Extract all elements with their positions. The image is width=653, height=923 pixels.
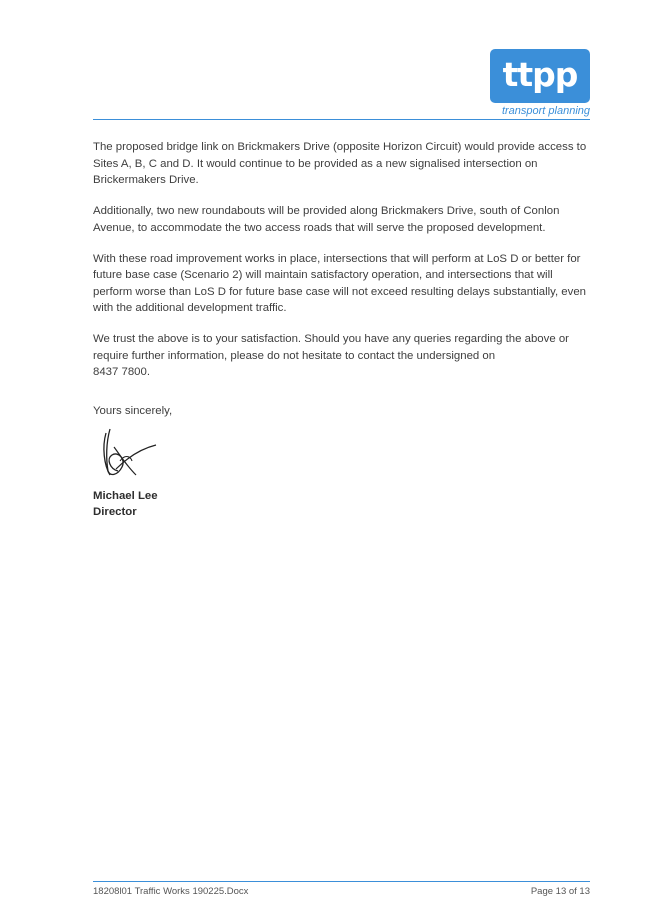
logo-text: ttpp: [502, 54, 578, 94]
letter-body: [93, 139, 593, 395]
header-divider: [93, 119, 590, 120]
body-paragraph: The proposed bridge link on Brickmakers Drive (opposite Horizon Circuit) would provide access to Sites A, B, C and D. It would continue to be provided as a new signalised intersection on Brickermakers Drive.: [93, 141, 587, 186]
document-reference: 18208l01 Traffic Works 190225.Docx: [93, 886, 249, 897]
salutation: Yours sincerely,: [93, 405, 173, 417]
body-paragraph: With these road improvement works in place, intersections that will perform at LoS D or better for future base case (Scenario 2) will maintain satisfactory operation, and intersections that will perform worse than LoS D for future base case will not exceed resulting delays substantially, even with the additional development traffic.: [93, 252, 587, 314]
logo-tagline: transport planning: [501, 105, 590, 117]
signatory-title: Director: [93, 506, 137, 518]
signatory-name: Michael Lee: [93, 490, 158, 502]
contact-phone: 8437 7800.: [93, 366, 151, 378]
signatory-block: [93, 488, 158, 520]
company-logo: [490, 49, 590, 103]
handwritten-signature: [96, 425, 158, 481]
footer-divider: [93, 881, 590, 882]
closing-paragraph-text: We trust the above is to your satisfaction. Should you have any queries regarding the above or require further information, please do not hesitate to contact the undersigned on: [93, 333, 569, 362]
page-number: Page 13 of 13: [530, 886, 590, 897]
body-paragraph: Additionally, two new roundabouts will be provided along Brickmakers Drive, south of Conlon Avenue, to accommodate the two access roads that will serve the proposed development.: [93, 205, 560, 234]
closing-paragraph: [93, 331, 593, 381]
